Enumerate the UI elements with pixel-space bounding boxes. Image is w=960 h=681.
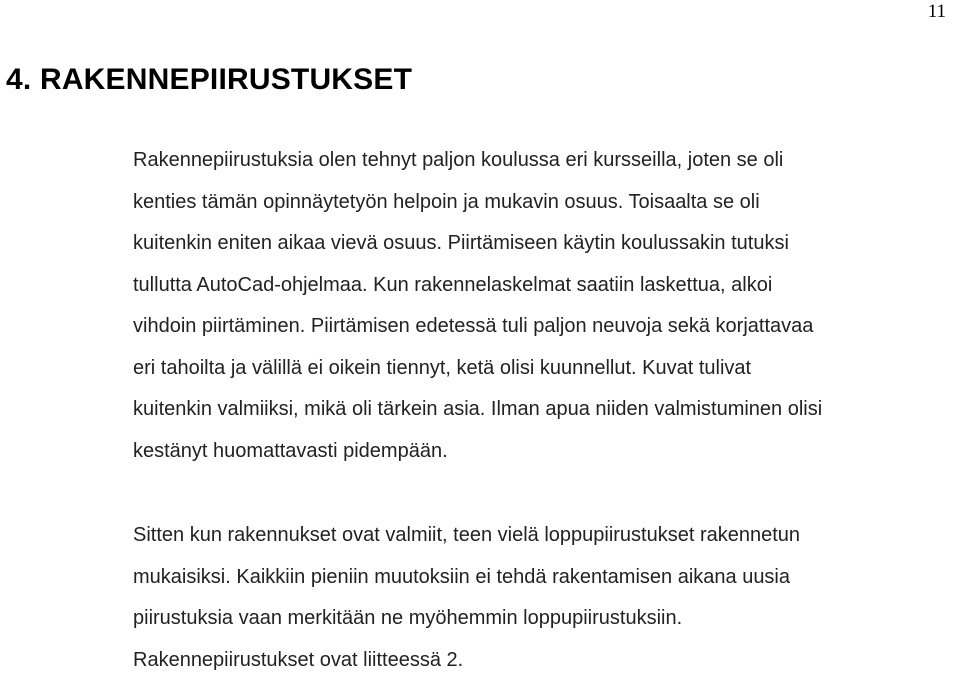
text-line: kuitenkin valmiiksi, mikä oli tärkein asia. Ilman apua niiden valmistuminen olisi [133, 389, 948, 431]
text-line: eri tahoilta ja välillä ei oikein tiennyt, ketä olisi kuunnellut. Kuvat tulivat [133, 348, 948, 390]
section-heading: 4. RAKENNEPIIRUSTUKSET [6, 60, 412, 100]
text-line: piirustuksia vaan merkitään ne myöhemmin loppupiirustuksiin. [133, 598, 948, 640]
text-line: Rakennepiirustukset ovat liitteessä 2. [133, 640, 948, 681]
page-number: 11 [928, 0, 946, 24]
text-line: Sitten kun rakennukset ovat valmiit, teen vielä loppupiirustukset rakennetun [133, 515, 948, 557]
text-line: Rakennepiirustuksia olen tehnyt paljon koulussa eri kursseilla, joten se oli [133, 140, 948, 182]
text-line: vihdoin piirtäminen. Piirtämisen edetessä tuli paljon neuvoja sekä korjattavaa [133, 306, 948, 348]
text-line: mukaisiksi. Kaikkiin pieniin muutoksiin ei tehdä rakentamisen aikana uusia [133, 557, 948, 599]
text-line: kuitenkin eniten aikaa vievä osuus. Piirtämiseen käytin koulussakin tutuksi [133, 223, 948, 265]
paragraph-1 [133, 140, 948, 472]
text-line: tullutta AutoCad-ohjelmaa. Kun rakennelaskelmat saatiin laskettua, alkoi [133, 265, 948, 307]
text-line: kenties tämän opinnäytetyön helpoin ja mukavin osuus. Toisaalta se oli [133, 182, 948, 224]
text-line: kestänyt huomattavasti pidempään. [133, 431, 948, 473]
paragraph-2 [133, 515, 948, 681]
